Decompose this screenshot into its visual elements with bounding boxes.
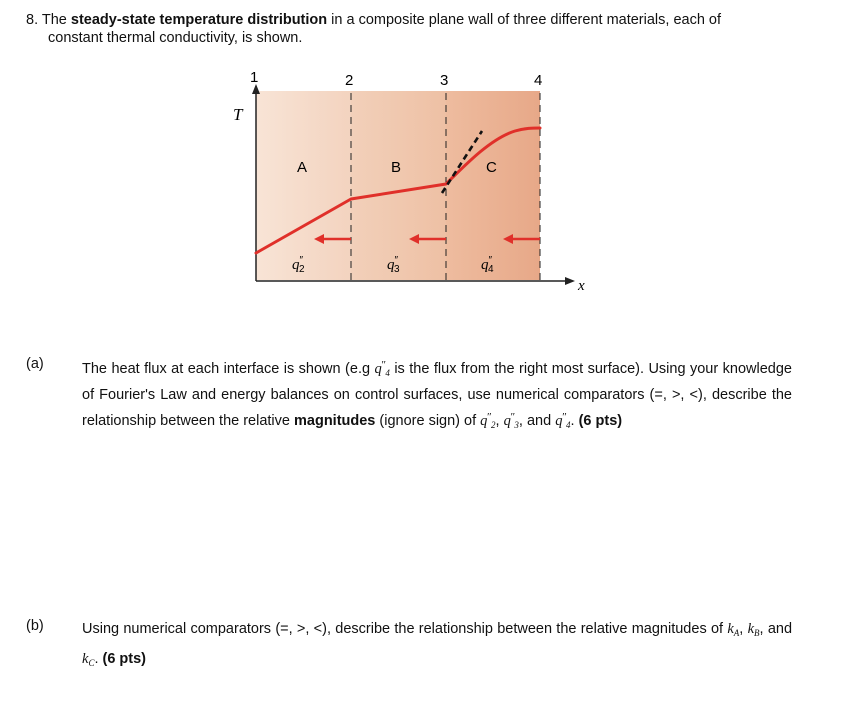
x-axis-label: x [578,278,585,294]
part-b-points: (6 pts) [102,651,147,667]
flux-label-q2: q″ 2 [292,255,305,275]
flux-symbol-q3: $q''_3$ [503,411,519,430]
y-axis-label: T [233,105,243,124]
conductivity-symbol-ka: $k_A$ [727,621,740,638]
part-a-points: (6 pts) [578,413,623,429]
interface-label-2: 2 [345,72,354,89]
interface-label-4: 4 [534,72,543,89]
region-material-a [256,91,351,280]
conductivity-symbol-kb: $k_B$ [747,621,760,638]
question-bold-phrase: steady-state temperature distribution [70,12,328,28]
interface-label-3: 3 [440,72,449,89]
material-label-c: C [486,159,497,176]
flux-symbol-q2: $q''_2$ [480,411,496,430]
material-label-b: B [391,159,402,176]
material-label-a: A [297,159,308,176]
flux-symbol-q4-example: $q''_4$ [374,359,390,378]
part-b-text: Using numerical comparators (=, >, <), describe the relationship between the relative magnitudes of $k_A$, $k_B$, and $k_C$. (6 pts) [82,621,793,668]
part-b-label: (b) [26,618,44,634]
question-line1-rest: in a composite plane wall of three different materials, each of [331,12,722,28]
interface-label-1: 1 [250,69,259,86]
x-axis-arrowhead [565,277,575,285]
conductivity-symbol-kc: $k_C$ [82,651,95,668]
flux-symbol-q4: $q''_4$ [555,411,571,430]
question-lead: The [41,12,67,28]
region-material-c [446,91,540,280]
part-a-label: (a) [26,356,44,372]
question-number: 8. [26,12,39,28]
question-line2: constant thermal conductivity, is shown. [48,30,303,46]
flux-label-q3: q″ 3 [387,255,400,275]
bold-magnitudes: magnitudes [294,413,376,429]
part-a-text: The heat flux at each interface is shown (e.g $q''_4$ is the flux from the right most surface). Using your knowledge of Fourier's Law and energy balances on control surfaces, use numerical comparators (=, >, <), describe the relationship between the relative magnitudes (ignore sign) of $q''_2$, $q''_3$, and $q''_4$. (6 pts) [82,359,792,430]
flux-label-q4: q″ 4 [481,255,494,275]
